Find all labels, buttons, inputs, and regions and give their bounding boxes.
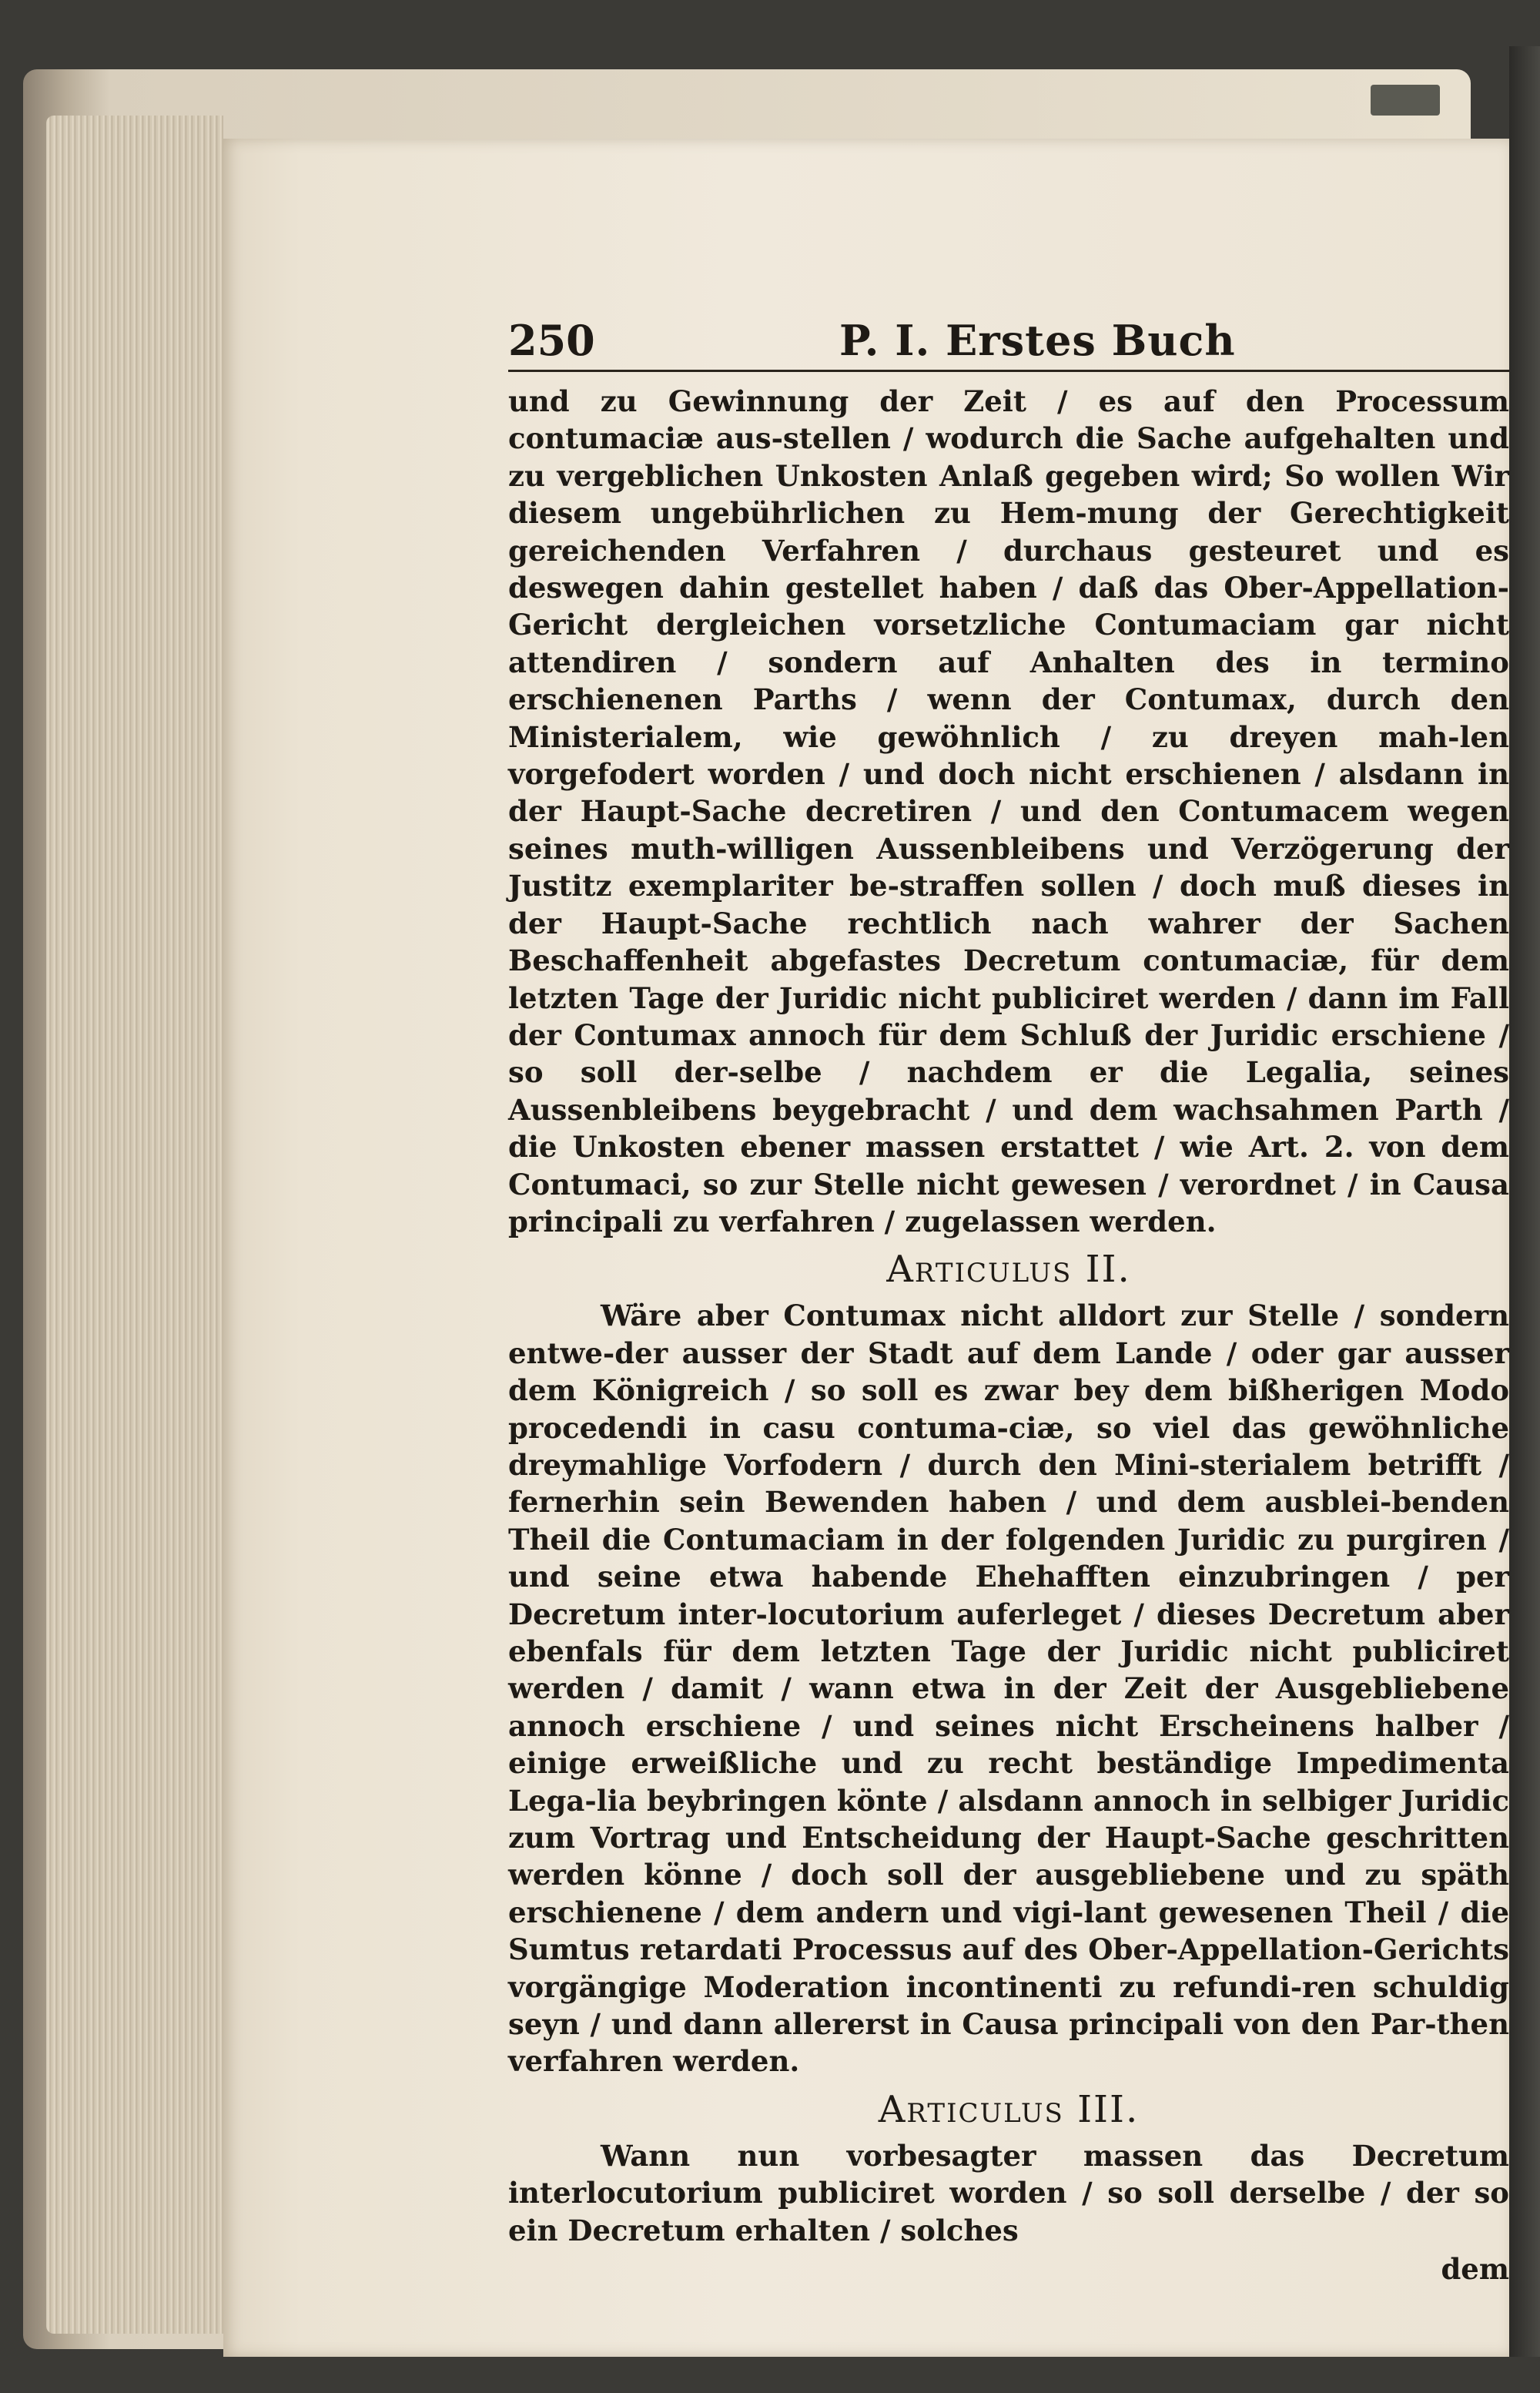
paragraph-2: Wäre aber Contumax nicht alldort zur Stelle / sondern entwe-der ausser der Stadt auf dem Lande / oder gar ausser dem Königreich / so soll es zwar bey dem bißherigen Modo procedendi in casu contuma-ciæ, so viel das gewöhnliche dreymahlige Vorfodern / durch den Mini-sterialem betrifft / fernerhin sein Bewenden haben / und dem ausblei-benden Theil die Contumaciam in der folgenden Juridic zu purgiren / und seine etwa habende Ehehafften einzubringen / per Decretum inter-locutorium auferleget / dieses Decretum aber ebenfals für dem letzten Tage der Juridic nicht publiciret werden / damit / wann etwa in der Zeit der Ausgebliebene annoch erschiene / und seines nicht Erscheinens halber / einige erweißliche und zu recht beständige Impedimenta Lega-lia beybringen könte / alsdann annoch in selbiger Juridic zum Vortrag und Entscheidung der Haupt-Sache geschritten werden könne / doch soll der ausgebliebene und zu späth erschienene / dem andern und vigi-lant gewesenen Theil / die Sumtus retardati Processus auf des Ober-Appellation-Gerichts vorgängige Moderation incontinenti zu refundi-ren schuldig seyn / und dann allererst in Causa principali von den Par-then verfahren werden. (508, 1299, 1509, 2079)
catchword: dem (1441, 2252, 1509, 2287)
bookmark-ribbon (1371, 85, 1440, 116)
running-title: P. I. Erstes Buch (839, 316, 1236, 365)
heading-articulus-2: Articulus II. (886, 1248, 1131, 1292)
heading-articulus-3: Articulus III. (878, 2087, 1140, 2131)
body-text (508, 383, 1509, 2288)
running-head (508, 308, 1509, 372)
page-block-edge (46, 116, 223, 2334)
page-number: 250 (508, 316, 595, 365)
paragraph-3: Wann nun vorbesagter massen das Decretum interlocutorium publiciret worden / so soll derselbe / der so ein Decretum erhalten / solches (508, 2138, 1509, 2247)
background-edge (1509, 46, 1540, 2357)
page-content (508, 308, 1509, 2288)
paragraph-1: und zu Gewinnung der Zeit / es auf den Processum contumaciæ aus-stellen / wodurch die Sache aufgehalten und zu vergeblichen Unkosten Anlaß gegeben wird; So wollen Wir diesem ungebührlichen zu Hem-mung der Gerechtigkeit gereichenden Verfahren / durchaus gesteuret und es deswegen dahin gestellet haben / daß das Ober-Appellation-Gericht dergleichen vorsetzliche Contumaciam gar nicht attendiren / sondern auf Anhalten des in termino erschienenen Parths / wenn der Contumax, durch den Ministerialem, wie gewöhnlich / zu dreyen mah-len vorgefodert worden / und doch nicht erschienen / alsdann in der Haupt-Sache decretiren / und den Contumacem wegen seines muth-willigen Aussenbleibens und Verzögerung der Justitz exemplariter be-straffen sollen / doch muß dieses in der Haupt-Sache rechtlich nach wahrer der Sachen Beschaffenheit abgefastes Decretum contumaciæ, für dem letzten Tage der Juridic nicht publiciret werden / dann im Fall der Contumax annoch für dem Schluß der Juridic erschiene / so soll der-selbe / nachdem er die Legalia, seines Aussenbleibens beygebracht / und dem wachsahmen Parth / die Unkosten ebener massen erstattet / wie Art. 2. von dem Contumaci, so zur Stelle nicht gewesen / verordnet / in Causa principali zu verfahren / zugelassen werden. (508, 384, 1509, 1238)
